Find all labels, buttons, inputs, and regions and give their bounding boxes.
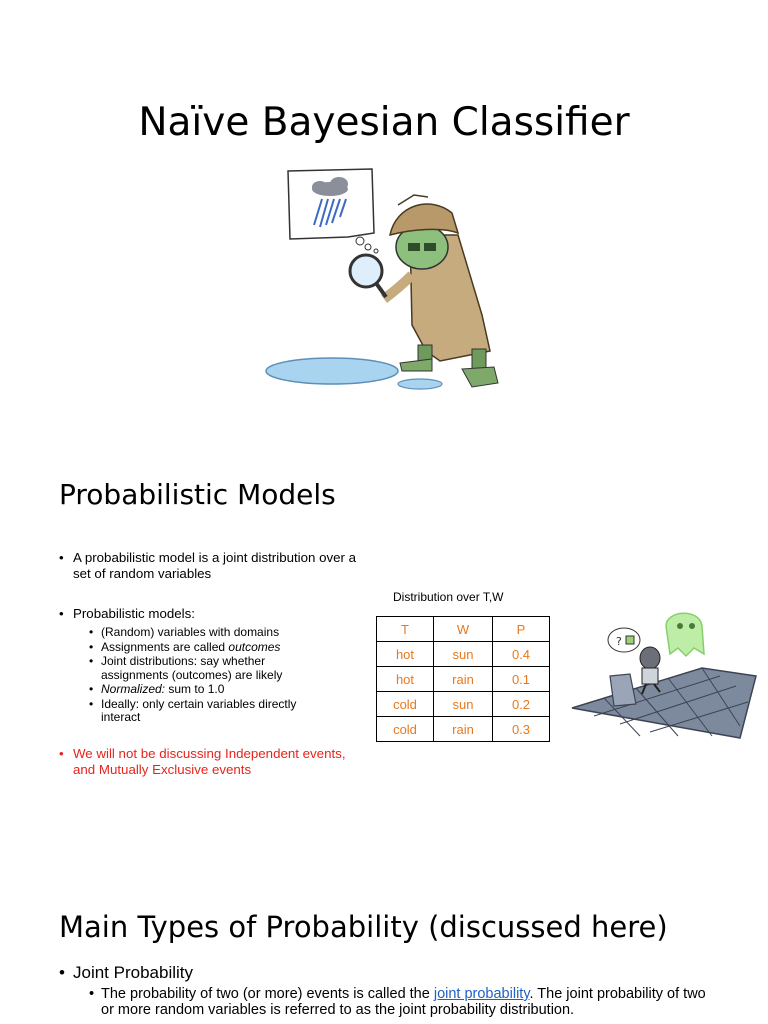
table-cell: rain — [434, 667, 493, 692]
robot-on-grid-with-ghost-icon — [570, 606, 758, 742]
table-cell: 0.3 — [493, 717, 550, 742]
table-cell: 0.2 — [493, 692, 550, 717]
table-cell: sun — [434, 692, 493, 717]
table-caption: Distribution over T,W — [393, 590, 504, 604]
distribution-table — [376, 616, 550, 742]
slide-title: Naïve Bayesian Classifier — [138, 100, 630, 145]
table-cell: cold — [377, 717, 434, 742]
sub-bullet-text-start: The probability of two (or more) events is called the — [101, 986, 434, 1002]
table-cell: hot — [377, 642, 434, 667]
sub-bullet-item: • Joint distributions: say whether assignments (outcomes) are likely — [89, 655, 329, 682]
table-cell: 0.4 — [493, 642, 550, 667]
detective-robot-with-magnifying-glass-icon — [262, 165, 512, 395]
header-cell: W — [434, 617, 493, 642]
table-cell: sun — [434, 642, 493, 667]
sub-bullet-item — [89, 986, 709, 1018]
sub-bullet-list — [89, 626, 329, 726]
bullet-item: • Probabilistic models: — [59, 606, 359, 622]
slide-title: Probabilistic Models — [59, 478, 336, 511]
bullet-list — [59, 746, 349, 778]
bullet-list — [59, 550, 359, 582]
table-cell: hot — [377, 667, 434, 692]
table-row — [377, 692, 550, 717]
header-cell: T — [377, 617, 434, 642]
table-row — [377, 642, 550, 667]
joint-probability-link[interactable]: joint probability — [433, 986, 530, 1002]
sub-bullet-item: • (Random) variables with domains — [89, 626, 329, 640]
table-row — [377, 717, 550, 742]
sub-bullet-emphasis: outcomes — [228, 639, 281, 654]
svg-text:?: ? — [616, 635, 622, 648]
sub-bullet-text — [89, 986, 709, 1018]
table-row — [377, 667, 550, 692]
sub-bullet-emphasis: Normalized: — [101, 682, 166, 696]
bullet-list — [59, 606, 359, 622]
table-cell: cold — [377, 692, 434, 717]
header-cell: P — [493, 617, 550, 642]
bullet-item: • Joint Probability — [59, 963, 193, 983]
sub-bullet-item — [89, 641, 329, 655]
table-cell: 0.1 — [493, 667, 550, 692]
warning-bullet-item: • We will not be discussing Independent events, and Mutually Exclusive events — [59, 746, 349, 778]
bullet-item: • A probabilistic model is a joint distribution over a set of random variables — [59, 550, 359, 582]
sub-bullet-text: sum to 1.0 — [165, 682, 225, 696]
slide-title: Main Types of Probability (discussed here) — [59, 910, 668, 944]
table-cell: rain — [434, 717, 493, 742]
sub-bullet-item: • Ideally: only certain variables directly interact — [89, 698, 329, 725]
sub-bullet-item — [89, 683, 329, 697]
sub-bullet-text: Assignments are called — [101, 639, 229, 654]
table-header-row — [377, 617, 550, 642]
sub-bullet-text-end: . The joint probability of two or more random variables is referred to as the joint probability distribution. — [101, 986, 706, 1018]
